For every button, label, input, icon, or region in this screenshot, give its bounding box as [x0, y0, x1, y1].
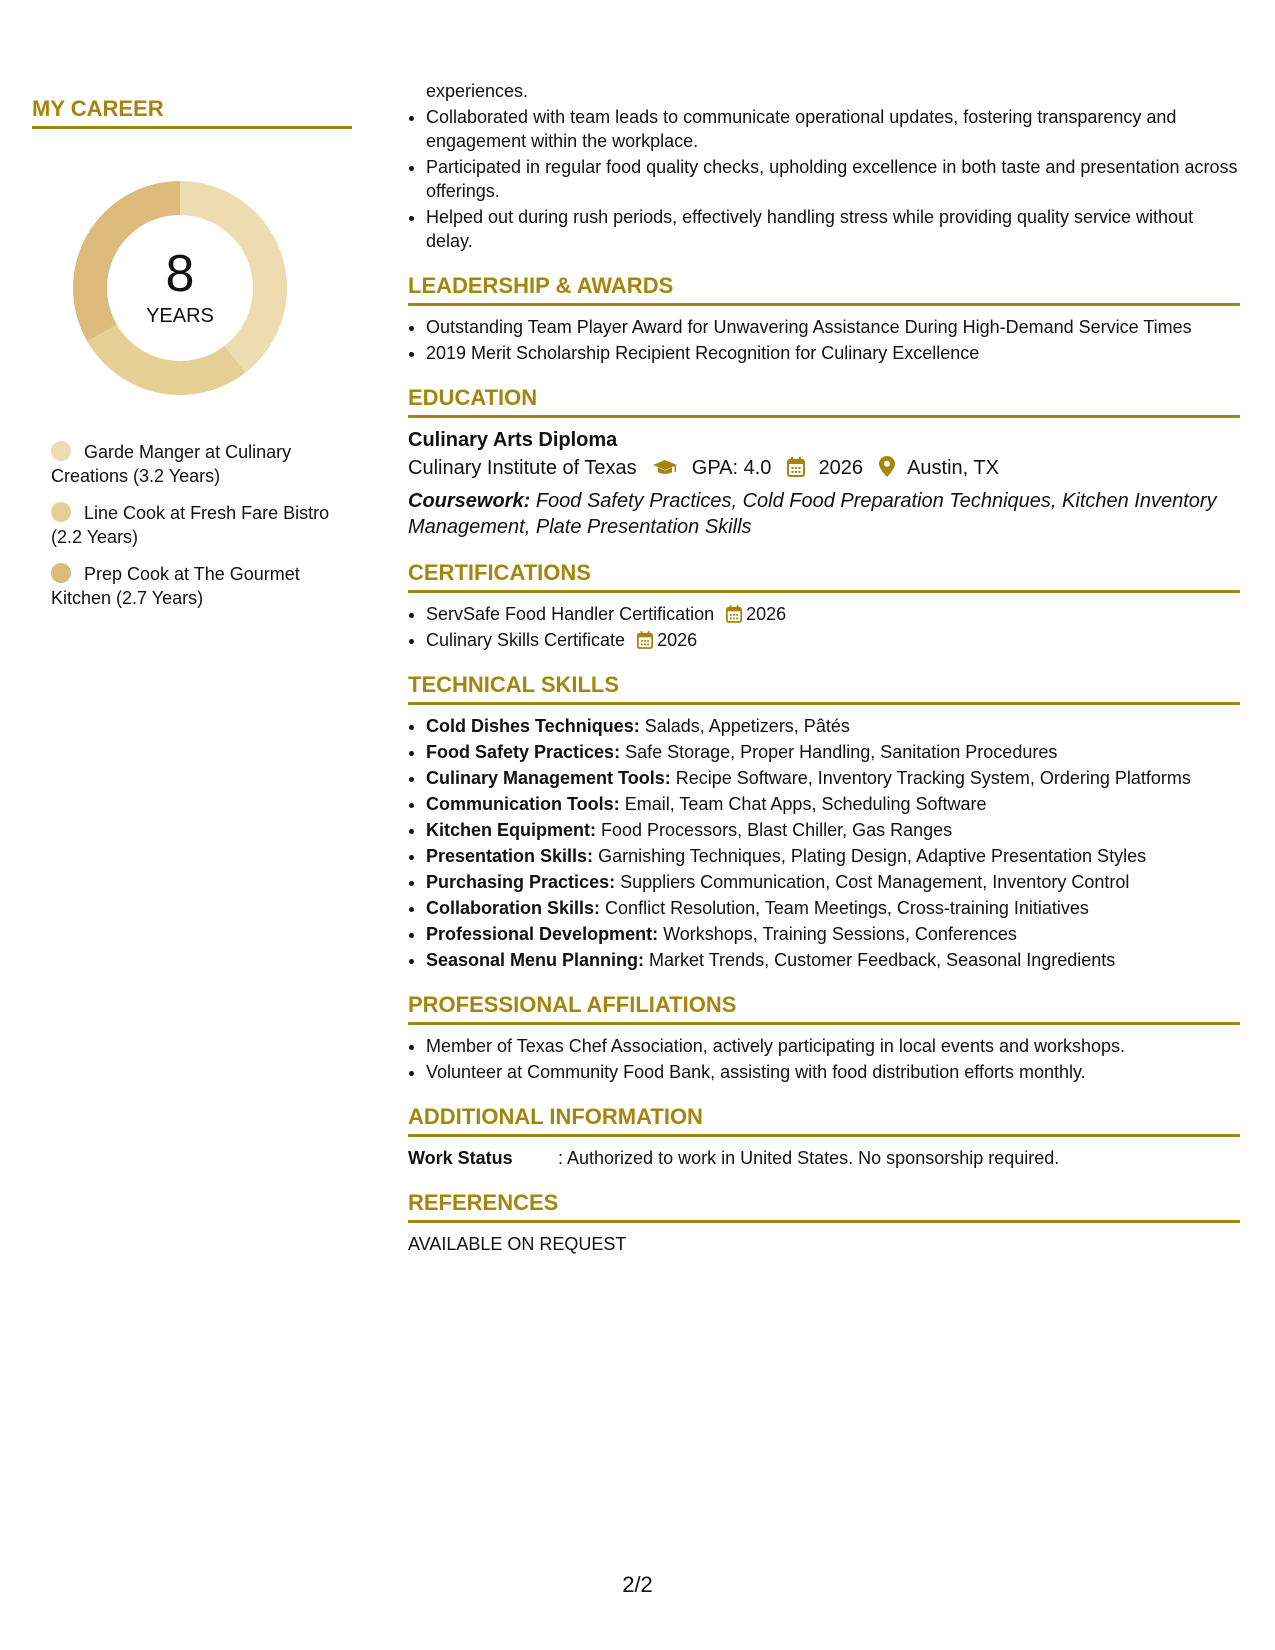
legend-swatch	[51, 502, 71, 522]
calendar-icon	[787, 456, 805, 486]
education-details	[408, 453, 1240, 486]
skill-item	[426, 714, 1240, 738]
skill-item	[426, 818, 1240, 842]
skill-value: Salads, Appetizers, Pâtés	[644, 716, 850, 736]
school-location: Austin, TX	[907, 457, 999, 479]
skills-heading: TECHNICAL SKILLS	[408, 672, 1240, 705]
degree-title: Culinary Arts Diploma	[408, 429, 618, 451]
experience-continued-text: experiences.	[426, 81, 529, 101]
experience-bullet: • Participated in regular food quality checks, upholding excellence in both taste and presentation across offerings.	[426, 155, 1240, 203]
skill-label: Food Safety Practices:	[426, 742, 621, 762]
skill-value: Recipe Software, Inventory Tracking System, Ordering Platforms	[675, 768, 1191, 788]
legend-swatch	[51, 563, 71, 583]
leadership-list	[408, 315, 1240, 365]
certification-item	[426, 628, 1240, 652]
certification-date	[637, 630, 697, 650]
skill-value: Safe Storage, Proper Handling, Sanitation Procedures	[625, 742, 1058, 762]
calendar-icon	[637, 630, 657, 650]
career-sidebar	[32, 96, 352, 623]
skill-value: Workshops, Training Sessions, Conferences	[663, 924, 1017, 944]
work-status-value: : Authorized to work in United States. No sponsorship required.	[558, 1148, 1060, 1168]
certification-name: ServSafe Food Handler Certification	[426, 604, 715, 624]
career-heading: MY CAREER	[32, 96, 352, 129]
skills-list	[408, 714, 1240, 972]
certification-year: 2026	[746, 604, 787, 624]
legend-label: Line Cook at Fresh Fare Bistro (2.2 Years)	[51, 503, 330, 547]
page-number: 2/2	[622, 1572, 653, 1597]
skill-value: Conflict Resolution, Team Meetings, Cross-training Initiatives	[605, 898, 1089, 918]
certifications-heading: CERTIFICATIONS	[408, 560, 1240, 593]
career-donut-chart	[66, 174, 294, 402]
experience-bullets	[408, 105, 1240, 253]
total-years-unit: YEARS	[146, 305, 214, 327]
skill-item	[426, 792, 1240, 816]
skill-item	[426, 896, 1240, 920]
certification-year: 2026	[657, 630, 698, 650]
award-item: • 2019 Merit Scholarship Recipient Recognition for Culinary Excellence	[426, 341, 1240, 365]
skill-item	[426, 922, 1240, 946]
skill-value: Market Trends, Customer Feedback, Seasonal Ingredients	[649, 950, 1116, 970]
coursework-list: Food Safety Practices, Cold Food Preparation Techniques, Kitchen Inventory Management, Plate Presentation Skills	[408, 490, 1217, 538]
work-status-label: Work Status	[408, 1148, 513, 1168]
skill-label: Presentation Skills:	[426, 846, 594, 866]
references-text: AVAILABLE ON REQUEST	[408, 1234, 627, 1254]
affiliation-item: • Volunteer at Community Food Bank, assisting with food distribution efforts monthly.	[426, 1060, 1240, 1084]
additional-info-heading: ADDITIONAL INFORMATION	[408, 1104, 1240, 1137]
experience-bullet: • Helped out during rush periods, effectively handling stress while providing quality service without delay.	[426, 205, 1240, 253]
skill-label: Kitchen Equipment:	[426, 820, 596, 840]
experience-bullet: • Collaborated with team leads to communicate operational updates, fostering transparency and engagement within the workplace.	[426, 105, 1240, 153]
skill-value: Garnishing Techniques, Plating Design, Adaptive Presentation Styles	[598, 846, 1147, 866]
career-legend-item	[51, 440, 331, 488]
leadership-heading: LEADERSHIP & AWARDS	[408, 273, 1240, 306]
certification-date	[726, 604, 786, 624]
map-pin-icon	[879, 456, 895, 486]
skill-label: Purchasing Practices:	[426, 872, 616, 892]
skill-label: Communication Tools:	[426, 794, 620, 814]
references-heading: REFERENCES	[408, 1190, 1240, 1223]
legend-label: Prep Cook at The Gourmet Kitchen (2.7 Years)	[51, 564, 300, 608]
skill-label: Cold Dishes Techniques:	[426, 716, 640, 736]
certification-item	[426, 602, 1240, 626]
skill-item	[426, 948, 1240, 972]
skill-item	[426, 740, 1240, 764]
affiliations-heading: PROFESSIONAL AFFILIATIONS	[408, 992, 1240, 1025]
skill-value: Suppliers Communication, Cost Management, Inventory Control	[620, 872, 1130, 892]
donut-center	[66, 174, 294, 328]
calendar-icon	[726, 604, 746, 624]
skill-label: Professional Development:	[426, 924, 659, 944]
skill-value: Food Processors, Blast Chiller, Gas Ranges	[601, 820, 953, 840]
graduation-year: 2026	[818, 457, 864, 479]
skill-label: Culinary Management Tools:	[426, 768, 671, 788]
school-name: Culinary Institute of Texas	[408, 457, 637, 479]
skill-item	[426, 870, 1240, 894]
certification-name: Culinary Skills Certificate	[426, 630, 626, 650]
coursework-label: Coursework:	[408, 490, 531, 512]
career-legend	[51, 440, 331, 610]
donut-segment-2	[87, 325, 245, 396]
gpa-value: GPA: 4.0	[691, 457, 772, 479]
career-legend-item	[51, 501, 331, 549]
coursework	[408, 488, 1240, 540]
skill-label: Collaboration Skills:	[426, 898, 601, 918]
skill-label: Seasonal Menu Planning:	[426, 950, 645, 970]
skill-value: Email, Team Chat Apps, Scheduling Software	[624, 794, 987, 814]
skill-item	[426, 766, 1240, 790]
work-status-row	[408, 1146, 1240, 1170]
legend-swatch	[51, 441, 71, 461]
main-column	[408, 79, 1240, 1256]
legend-label: Garde Manger at Culinary Creations (3.2 Years)	[51, 442, 292, 486]
award-item: • Outstanding Team Player Award for Unwavering Assistance During High-Demand Service Times	[426, 315, 1240, 339]
career-legend-item	[51, 562, 331, 610]
affiliations-list	[408, 1034, 1240, 1084]
certifications-list	[408, 602, 1240, 652]
education-heading: EDUCATION	[408, 385, 1240, 418]
affiliation-item: • Member of Texas Chef Association, actively participating in local events and workshops.	[426, 1034, 1240, 1058]
graduation-cap-icon	[652, 456, 678, 486]
skill-item	[426, 844, 1240, 868]
total-years-number: 8	[165, 245, 195, 303]
